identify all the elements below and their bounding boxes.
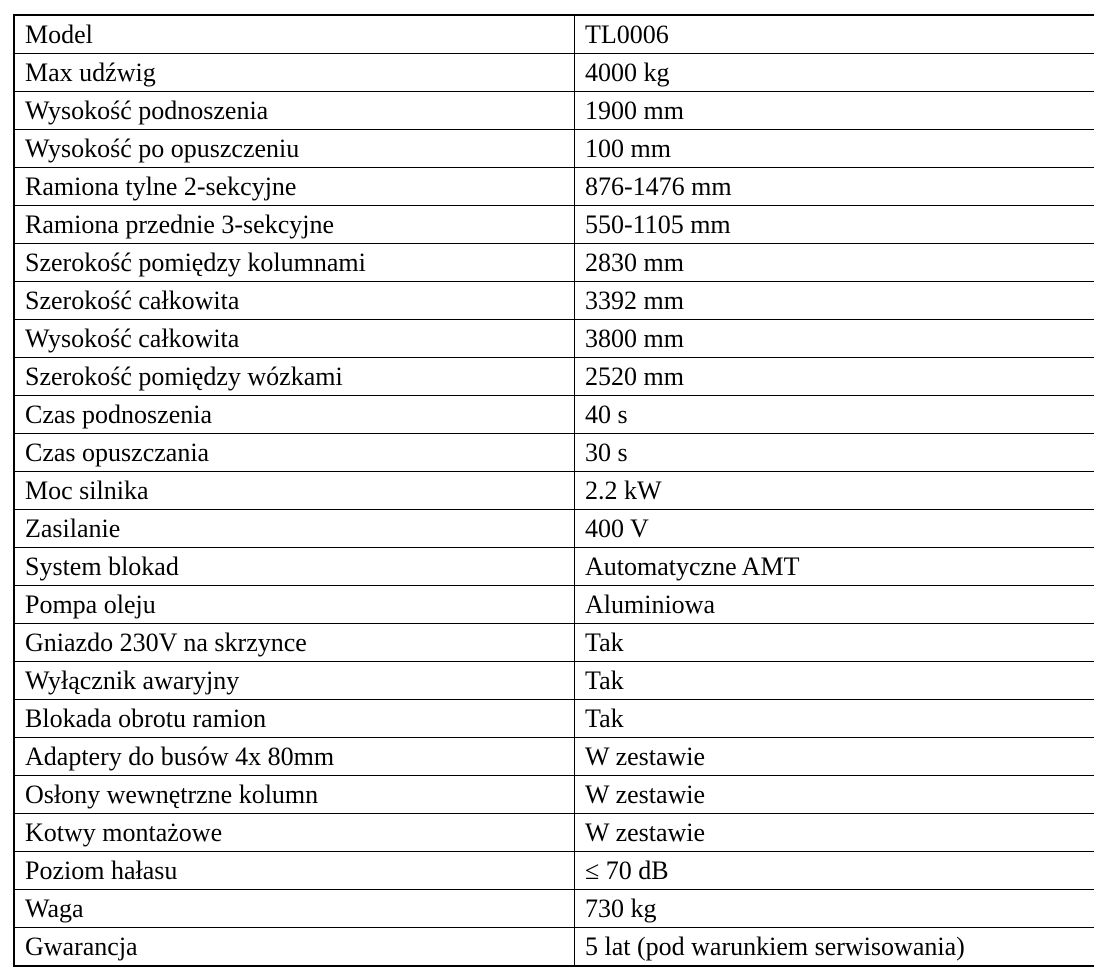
table-row	[14, 472, 1094, 510]
table-row	[14, 54, 1094, 92]
spec-label: Szerokość całkowita	[14, 282, 575, 320]
spec-label: Szerokość pomiędzy kolumnami	[14, 244, 575, 282]
spec-value: ≤ 70 dB	[575, 852, 1094, 890]
table-row	[14, 168, 1094, 206]
spec-value: 876-1476 mm	[575, 168, 1094, 206]
spec-label: Pompa oleju	[14, 586, 575, 624]
spec-value: Tak	[575, 662, 1094, 700]
spec-value: TL0006	[575, 15, 1094, 54]
spec-label: Ramiona tylne 2-sekcyjne	[14, 168, 575, 206]
spec-label: Model	[14, 15, 575, 54]
spec-label: Blokada obrotu ramion	[14, 700, 575, 738]
table-row	[14, 15, 1094, 54]
table-row	[14, 700, 1094, 738]
table-row	[14, 434, 1094, 472]
spec-label: Kotwy montażowe	[14, 814, 575, 852]
spec-value: 30 s	[575, 434, 1094, 472]
spec-value: 2830 mm	[575, 244, 1094, 282]
spec-label: Zasilanie	[14, 510, 575, 548]
spec-value: Aluminiowa	[575, 586, 1094, 624]
spec-value: W zestawie	[575, 814, 1094, 852]
spec-value: 5 lat (pod warunkiem serwisowania)	[575, 928, 1094, 967]
table-row	[14, 662, 1094, 700]
table-row	[14, 244, 1094, 282]
spec-label: Max udźwig	[14, 54, 575, 92]
spec-value: 2.2 kW	[575, 472, 1094, 510]
spec-value: 100 mm	[575, 130, 1094, 168]
table-row	[14, 510, 1094, 548]
spec-label: Moc silnika	[14, 472, 575, 510]
spec-label: Gniazdo 230V na skrzynce	[14, 624, 575, 662]
table-row	[14, 928, 1094, 967]
spec-label: Ramiona przednie 3-sekcyjne	[14, 206, 575, 244]
spec-label: Poziom hałasu	[14, 852, 575, 890]
spec-label: Gwarancja	[14, 928, 575, 967]
table-row	[14, 282, 1094, 320]
table-row	[14, 130, 1094, 168]
spec-value: 730 kg	[575, 890, 1094, 928]
spec-label: Wysokość podnoszenia	[14, 92, 575, 130]
spec-value: 550-1105 mm	[575, 206, 1094, 244]
table-row	[14, 852, 1094, 890]
table-row	[14, 586, 1094, 624]
spec-value: 1900 mm	[575, 92, 1094, 130]
spec-label: Wysokość całkowita	[14, 320, 575, 358]
spec-label: Czas opuszczania	[14, 434, 575, 472]
spec-value: W zestawie	[575, 738, 1094, 776]
spec-label: Waga	[14, 890, 575, 928]
spec-value: 2520 mm	[575, 358, 1094, 396]
spec-value: W zestawie	[575, 776, 1094, 814]
table-row	[14, 358, 1094, 396]
table-row	[14, 206, 1094, 244]
table-row	[14, 738, 1094, 776]
spec-value: 40 s	[575, 396, 1094, 434]
table-row	[14, 396, 1094, 434]
spec-label: System blokad	[14, 548, 575, 586]
spec-value: Tak	[575, 624, 1094, 662]
table-row	[14, 776, 1094, 814]
spec-value: 3392 mm	[575, 282, 1094, 320]
spec-label: Czas podnoszenia	[14, 396, 575, 434]
spec-value: 400 V	[575, 510, 1094, 548]
spec-label: Wysokość po opuszczeniu	[14, 130, 575, 168]
spec-value: Automatyczne AMT	[575, 548, 1094, 586]
spec-value: Tak	[575, 700, 1094, 738]
specification-table	[13, 14, 1094, 967]
table-row	[14, 92, 1094, 130]
table-row	[14, 320, 1094, 358]
spec-value: 3800 mm	[575, 320, 1094, 358]
spec-label: Wyłącznik awaryjny	[14, 662, 575, 700]
table-row	[14, 814, 1094, 852]
table-row	[14, 624, 1094, 662]
table-row	[14, 890, 1094, 928]
table-row	[14, 548, 1094, 586]
spec-label: Szerokość pomiędzy wózkami	[14, 358, 575, 396]
spec-label: Osłony wewnętrzne kolumn	[14, 776, 575, 814]
spec-value: 4000 kg	[575, 54, 1094, 92]
spec-label: Adaptery do busów 4x 80mm	[14, 738, 575, 776]
